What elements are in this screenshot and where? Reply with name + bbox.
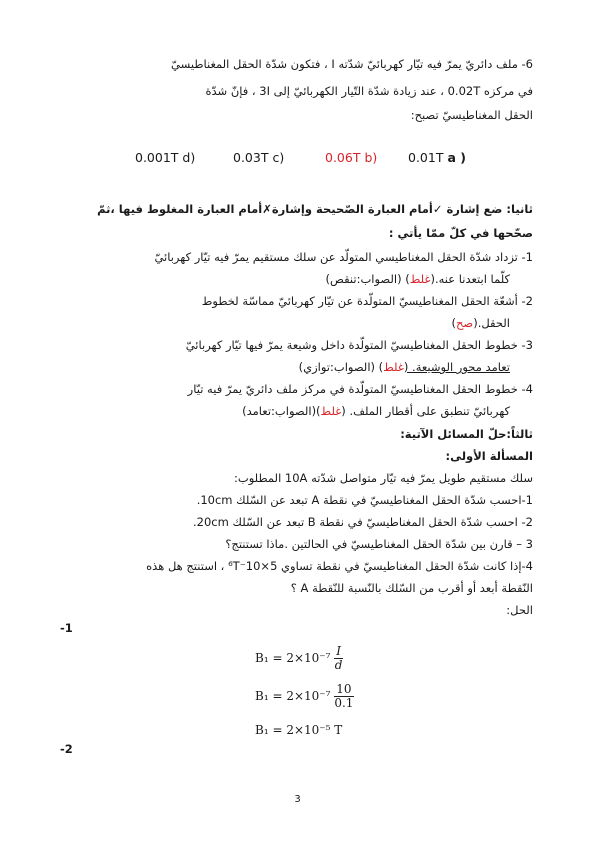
item3-line2 [60, 360, 510, 374]
formula-2-lhs: B₁ = 2×10⁻⁷ [255, 689, 331, 703]
item2-line1: 2- أشعّة الحقل المغناطيسيّ المتولّدة عن تيّار كهربائيّ مماسّة لخطوط [201, 294, 533, 308]
item4-correction: )(الصواب:تعامد) [242, 404, 321, 418]
problem1-req3: 3 – قارن بين شدّة الحقل المغناطيسيّ في الحالتين .ماذا تستنتج؟ [225, 537, 533, 551]
solution-step1: -1 [60, 621, 73, 635]
q6-line1: 6- ملف دائريّ يمرّ فيه تيّار كهربائيّ شدّته I ، فتكون شدّة الحقل المغناطيسيّ [171, 57, 533, 71]
q6-option-c [233, 150, 284, 165]
item3-correction: ) (الصواب:توازي) [298, 360, 384, 374]
option-d-label: d) [182, 150, 196, 165]
item3-line1: 3- خطوط الحقل المغناطيسيّ المتولّدة داخل وشيعة يمرّ فيها تيّار كهربائيّ [185, 338, 533, 352]
formula-3: B₁ = 2×10⁻⁵ T [255, 723, 343, 737]
q6-option-b [325, 150, 377, 165]
item1-mark: غلط [409, 272, 431, 286]
solution-step2: -2 [60, 742, 73, 756]
item3-mark: غلط [383, 360, 404, 374]
formula-2-numerator: 10 [336, 682, 352, 696]
section3-heading: ثالثاً:حلّ المسائل الآتية: [400, 427, 533, 441]
item1-correction: ) (الصواب:تنقص) [325, 272, 410, 286]
formula-1-numerator: I [336, 644, 341, 658]
solution-label: الحل: [506, 603, 533, 617]
item4-line2 [60, 404, 510, 418]
problem1-req5: النّقطة أبعد أو أقرب من السّلك بالنّسبة للنّقطة A ؟ [290, 581, 533, 595]
item2-mark: صح [456, 316, 474, 330]
item4-mark: غلط [320, 404, 342, 418]
option-c-label: c) [272, 150, 285, 165]
option-b-value: 0.06T [325, 150, 361, 165]
option-b-label: b) [364, 150, 378, 165]
section2-heading-line1: ثانيا: ضع إشارة ✓أمام العبارة الصّحيحة وإشارة✗أمام العبارة المغلوط فيها ،ثمّ [97, 202, 533, 216]
section2-heading-line2: صحّحها في كلّ ممّا يأتي : [388, 226, 533, 240]
option-d-value: 0.001T [135, 150, 179, 165]
item4-text: كهربائيّ تنطبق على أقطار الملف. ( [341, 404, 510, 418]
item2-correction: ) [451, 316, 456, 330]
item1-line1: 1- تزداد شدّة الحقل المغناطيسي المتولّد عن سلك مستقيم يمرّ فيه تيّار كهربائيّ [154, 250, 533, 264]
option-a-value: 0.01T [408, 150, 444, 165]
q6-option-a [408, 150, 466, 165]
q6-line2: في مركزه 0.02T ، عند زيادة شدّة التّيار الكهربائيّ إلى 3I ، فإنّ شدّة [205, 84, 533, 98]
item2-line2 [60, 316, 510, 330]
formula-1-denominator: d [334, 658, 343, 672]
formula-1-lhs: B₁ = 2×10⁻⁷ [255, 651, 331, 665]
formula-1-fraction [334, 645, 343, 672]
page-number: 3 [294, 794, 301, 805]
problem1-req4: 4-إذا كانت شدّة الحقل المغناطيسيّ في نقطة تساوي 5×10⁻⁶T ، استنتج هل هذه [146, 559, 533, 573]
item4-line1: 4- خطوط الحقل المغناطيسيّ المتولّدة في مركز ملف دائريّ يمرّ فيه تيّار [187, 382, 533, 396]
problem1-intro: سلك مستقيم طويل يمرّ فيه تيّار متواصل شدّته 10A المطلوب: [234, 471, 533, 485]
formula-2-fraction [334, 683, 353, 710]
item1-text: كلّما ابتعدنا عنه.( [430, 272, 510, 286]
option-a-label: a ) [447, 150, 466, 165]
problem1-req2: 2- احسب شدّة الحقل المغناطيسيّ في نقطة B تبعد عن السّلك 20cm. [193, 515, 533, 529]
item2-text: الحقل.( [473, 316, 510, 330]
problem1-req1: 1-احسب شدّة الحقل المغناطيسيّ في نقطة A تبعد عن السّلك 10cm. [196, 493, 533, 507]
formula-2 [255, 683, 354, 710]
q6-line3: الحقل المغناطيسيّ تصبح: [410, 108, 533, 122]
problem1-title: المسألة الأولى: [445, 449, 533, 463]
item3-text: تعامد محور الوشيعة. ( [403, 360, 510, 374]
formula-1 [255, 645, 343, 672]
option-c-value: 0.03T [233, 150, 269, 165]
item1-line2 [60, 272, 510, 286]
q6-option-d [135, 150, 195, 165]
formula-2-denominator: 0.1 [334, 696, 354, 710]
